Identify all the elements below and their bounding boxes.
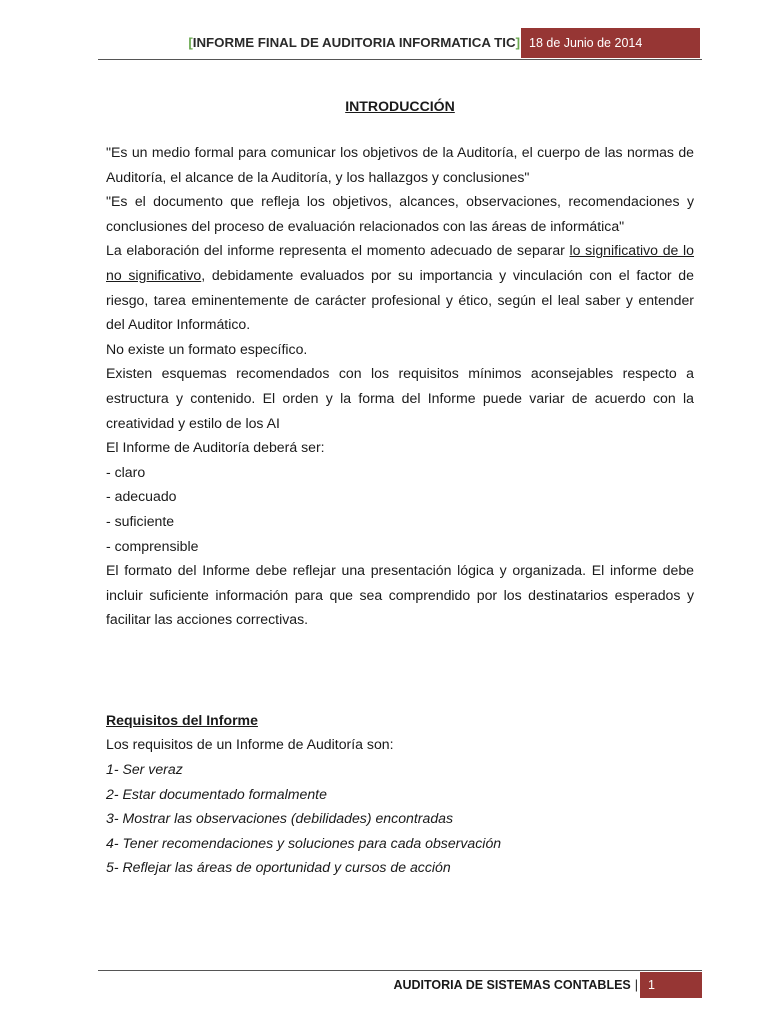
p3-end: , debidamente evaluados por su importancia y vinculación con el factor de riesgo, tarea eminentemente de carácter profesional y ético, según el leal saber y entender del Auditor Informático. xyxy=(106,266,694,333)
page-body xyxy=(106,94,694,880)
footer-separator: | xyxy=(634,978,638,992)
quality-item: - claro xyxy=(106,463,146,480)
intro-paragraph-4: No existe un formato específico. xyxy=(106,340,308,357)
header-date-box: 18 de Junio de 2014 xyxy=(521,28,700,58)
intro-quote-2: "Es el documento que refleja los objetivos, alcances, observaciones, recomendaciones y conclusiones del proceso de evaluación relacionados con las áreas de informática" xyxy=(106,193,694,234)
intro-paragraph-7: El formato del Informe debe reflejar una presentación lógica y organizada. El informe debe incluir suficiente información para que sea comprendido por los destinatarios esperados y facilitar las acciones correctivas. xyxy=(106,562,694,628)
page-header xyxy=(98,28,702,58)
header-bracket-open: [ xyxy=(188,35,193,50)
quality-item: - comprensible xyxy=(106,537,199,554)
quality-item: - suficiente xyxy=(106,512,175,529)
p3-start: La elaboración del informe representa el momento adecuado de separar xyxy=(106,242,570,259)
footer-label xyxy=(393,972,638,998)
intro-quote-1: "Es un medio formal para comunicar los objetivos de la Auditoría, el cuerpo de las normas de Auditoría, el alcance de la Auditoría, y los hallazgos y conclusiones" xyxy=(106,144,694,185)
page-number: 1 xyxy=(640,972,702,998)
requirement-item: 1- Ser veraz xyxy=(106,761,183,778)
intro-heading: INTRODUCCIÓN xyxy=(345,98,455,114)
requirement-item: 5- Reflejar las áreas de oportunidad y cursos de acción xyxy=(106,859,451,876)
header-bracket-close: ] xyxy=(515,35,520,50)
requirement-item: 2- Estar documentado formalmente xyxy=(106,785,327,802)
requirement-item: 4- Tener recomendaciones y soluciones para cada observación xyxy=(106,834,502,851)
quality-item: - adecuado xyxy=(106,488,177,505)
header-rule xyxy=(98,59,702,60)
p3-underlined: lo significativo de lo no significativo xyxy=(106,242,695,283)
intro-paragraph-3 xyxy=(106,238,694,336)
requirements-lead: Los requisitos de un Informe de Auditoría son: xyxy=(106,736,394,753)
footer-rule xyxy=(98,970,702,971)
requirement-item: 3- Mostrar las observaciones (debilidades) encontradas xyxy=(106,810,454,827)
requirements-heading: Requisitos del Informe xyxy=(106,711,258,728)
intro-paragraph-6: El Informe de Auditoría deberá ser: xyxy=(106,439,325,456)
footer-label-text: AUDITORIA DE SISTEMAS CONTABLES xyxy=(393,978,631,992)
header-title xyxy=(188,28,520,58)
header-title-text: INFORME FINAL DE AUDITORIA INFORMATICA TIC xyxy=(192,35,516,50)
intro-paragraph-5: Existen esquemas recomendados con los requisitos mínimos aconsejables respecto a estructura y contenido. El orden y la forma del Informe puede variar de acuerdo con la creatividad y estilo de los AI xyxy=(106,365,694,431)
